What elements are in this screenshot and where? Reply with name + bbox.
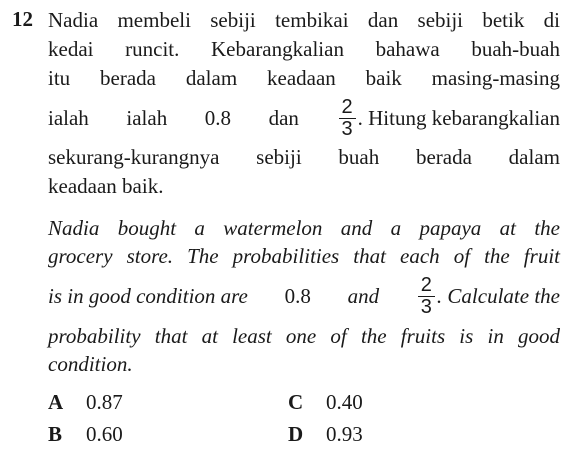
question-text-malay — [48, 6, 560, 201]
question-text-english — [48, 214, 560, 378]
malay-line-6: keadaan baik. — [48, 174, 164, 198]
english-line-3-before: is in good condition are — [48, 284, 248, 308]
option-c-value: 0.40 — [326, 390, 363, 414]
malay-value: 0.8 — [204, 105, 232, 130]
malay-line-3: itu berada dalam keadaan baik masing-masing — [48, 66, 560, 90]
option-b[interactable] — [48, 422, 123, 447]
english-line-3 — [48, 270, 560, 322]
fraction-english — [418, 275, 435, 318]
option-a[interactable] — [48, 390, 123, 415]
option-b-letter: B — [48, 422, 63, 446]
malay-word-1: ialah — [48, 105, 89, 130]
english-line-3-after: . Calculate the — [436, 284, 560, 308]
option-d-letter: D — [288, 422, 304, 446]
option-c-letter: C — [288, 390, 304, 414]
malay-word-2: ialah — [126, 105, 168, 130]
fraction-denominator: 3 — [420, 295, 432, 318]
malay-line-4-after: . Hitung kebarangkalian — [357, 105, 560, 130]
option-b-value: 0.60 — [86, 422, 123, 446]
malay-line-5: sekurang-kurangnya sebiji buah berada dalam — [48, 145, 560, 169]
english-value: 0.8 — [284, 284, 311, 308]
english-line-5: condition. — [48, 352, 133, 376]
option-d-value: 0.93 — [326, 422, 363, 446]
question-number: 12 — [12, 7, 33, 31]
fraction-denominator: 3 — [341, 117, 353, 140]
option-a-value: 0.87 — [86, 390, 123, 414]
malay-line-2: kedai runcit. Kebarangkalian bahawa buah-buah — [48, 37, 560, 61]
malay-line-4 — [48, 93, 560, 143]
option-d[interactable] — [288, 422, 363, 447]
option-c[interactable] — [288, 390, 363, 415]
malay-line-1: Nadia membeli sebiji tembikai dan sebiji betik di — [48, 8, 560, 32]
english-line-4: probability that at least one of the fruits is in good — [48, 324, 560, 348]
english-line-2: grocery store. The probabilities that each of the fruit — [48, 244, 560, 268]
fraction-numerator: 2 — [420, 273, 432, 296]
option-a-letter: A — [48, 390, 64, 414]
malay-word-dan: dan — [268, 105, 299, 130]
fraction-numerator: 2 — [341, 95, 353, 118]
fraction-malay — [339, 97, 356, 140]
english-line-1: Nadia bought a watermelon and a papaya at the — [48, 216, 560, 240]
english-word-and: and — [347, 284, 380, 308]
